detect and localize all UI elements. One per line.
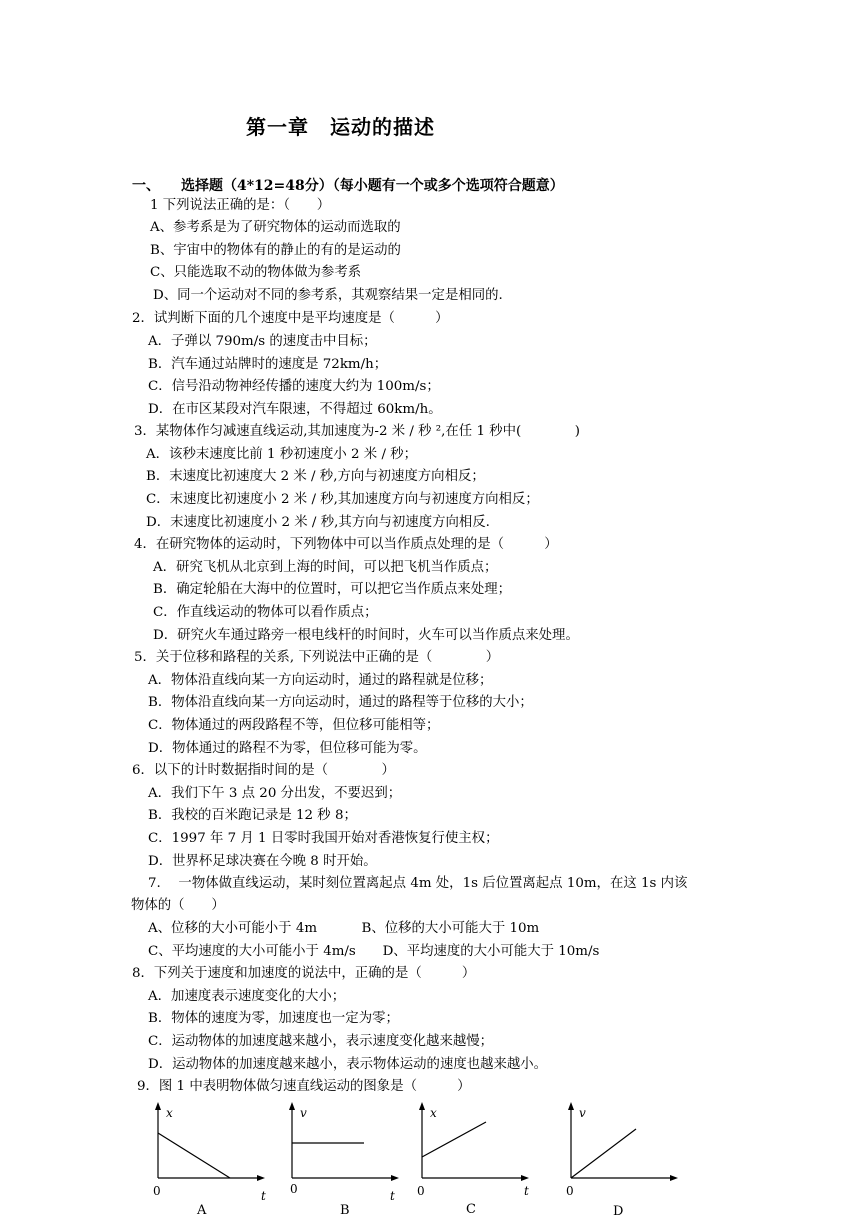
- q3-option-d: D．末速度比初速度小 2 米 / 秒,其方向与初速度方向相反.: [146, 515, 490, 530]
- graph-a-option-label: A: [197, 1203, 207, 1218]
- q2-stem: 2．试判断下面的几个速度中是平均速度是（ ）: [132, 311, 449, 326]
- q8-option-c: C．运动物体的加速度越来越小，表示速度变化越来越慢；: [148, 1034, 494, 1049]
- q5-option-d: D．物体通过的路程不为零，但位移可能为零。: [148, 741, 427, 756]
- graph-c-option-label: C: [466, 1202, 476, 1217]
- q6-option-d: D．世界杯足球决赛在今晚 8 时开始。: [148, 854, 377, 869]
- q2-option-d: D．在市区某段对汽车限速，不得超过 60km/h。: [148, 402, 442, 417]
- graph-c-origin: 0: [417, 1184, 425, 1198]
- graph-d-origin: 0: [566, 1184, 574, 1198]
- q5-stem: 5．关于位移和路程的关系, 下列说法中正确的是（ ）: [134, 650, 500, 665]
- q3-option-a: A．该秒末速度比前 1 秒初速度小 2 米 / 秒；: [146, 447, 418, 462]
- q3-option-b: B．末速度比初速度大 2 米 / 秒,方向与初速度方向相反；: [146, 469, 485, 484]
- q6-stem: 6．以下的计时数据指时间的是（ ）: [132, 763, 395, 778]
- graph-c-line: [422, 1122, 486, 1157]
- graph-a-line: [158, 1133, 230, 1178]
- graph-a-x-label: t: [261, 1189, 266, 1203]
- graph-a: [148, 1100, 278, 1216]
- q8-option-d: D．运动物体的加速度越来越小，表示物体运动的速度也越来越小。: [148, 1057, 548, 1072]
- graph-b: [282, 1100, 412, 1216]
- graph-c-x-label: t: [524, 1184, 529, 1198]
- q7-options-ab: A、位移的大小可能小于 4m B、位移的大小可能大于 10m: [148, 921, 540, 936]
- graph-d-y-label: v: [579, 1106, 586, 1120]
- q5-option-b: B．物体沿直线向某一方向运动时，通过的路程等于位移的大小；: [148, 695, 533, 710]
- q4-option-c: C．作直线运动的物体可以看作质点；: [153, 605, 378, 620]
- q1-option-d: D、同一个运动对不同的参考系，其观察结果一定是相同的.: [153, 288, 503, 303]
- graph-b-origin: 0: [290, 1182, 298, 1196]
- q2-option-b: B．汽车通过站牌时的速度是 72km/h；: [148, 357, 388, 372]
- graph-a-origin: 0: [153, 1184, 161, 1198]
- q1-option-c: C、只能选取不动的物体做为参考系: [150, 265, 362, 280]
- graph-b-option-label: B: [340, 1203, 350, 1218]
- q2-option-c: C．信号沿动物神经传播的速度大约为 100m/s；: [148, 379, 440, 394]
- section-heading: 一、 选择题（4*12=48分）（每小题有一个或多个选项符合题意）: [132, 178, 564, 194]
- q3-option-c: C．末速度比初速度小 2 米 / 秒,其加速度方向与初速度方向相反；: [146, 492, 539, 507]
- q1-option-a: A、参考系是为了研究物体的运动而选取的: [150, 220, 401, 235]
- q6-option-c: C．1997 年 7 月 1 日零时我国开始对香港恢复行使主权；: [148, 831, 499, 846]
- q1-stem: 1 下列说法正确的是：（ ）: [150, 198, 331, 213]
- q8-option-b: B．物体的速度为零，加速度也一定为零；: [148, 1011, 399, 1026]
- graph-d-option-label: D: [613, 1204, 624, 1219]
- q6-option-b: B．我校的百米跑记录是 12 秒 8；: [148, 808, 357, 823]
- q7-options-cd: C、平均速度的大小可能小于 4m/s D、平均速度的大小可能大于 10m/s: [148, 944, 600, 959]
- graph-c: [412, 1100, 542, 1216]
- q3-stem: 3．某物体作匀减速直线运动,其加速度为-2 米 / 秒 ²,在任 1 秒中( ): [134, 424, 581, 439]
- q4-option-d: D．研究火车通过路旁一根电线杆的时间时，火车可以当作质点来处理。: [153, 628, 579, 643]
- q7-stem-line1: 7. 一物体做直线运动，某时刻位置离起点 4m 处，1s 后位置离起点 10m，在这 1s 内该: [148, 876, 688, 891]
- q7-stem-line2: 物体的（ ）: [131, 898, 225, 913]
- q2-option-a: A．子弹以 790m/s 的速度击中目标；: [148, 334, 377, 349]
- graph-a-y-label: x: [166, 1106, 173, 1120]
- q5-option-a: A．物体沿直线向某一方向运动时，通过的路程就是位移；: [148, 673, 493, 688]
- q6-option-a: A．我们下午 3 点 20 分出发，不要迟到；: [148, 786, 402, 801]
- graph-d: [561, 1100, 691, 1219]
- chapter-title: 第一章 运动的描述: [246, 115, 435, 139]
- graph-c-y-label: x: [430, 1106, 437, 1120]
- graph-b-y-label: v: [300, 1106, 307, 1120]
- q8-stem: 8．下列关于速度和加速度的说法中，正确的是（ ）: [132, 966, 476, 981]
- q4-option-a: A．研究飞机从北京到上海的时间，可以把飞机当作质点；: [153, 560, 498, 575]
- q4-option-b: B．确定轮船在大海中的位置时，可以把它当作质点来处理；: [153, 582, 511, 597]
- q1-option-b: B、宇宙中的物体有的静止的有的是运动的: [150, 243, 401, 258]
- q9-stem: 9．图 1 中表明物体做匀速直线运动的图象是（ ）: [137, 1079, 471, 1094]
- q5-option-c: C．物体通过的两段路程不等，但位移可能相等；: [148, 718, 440, 733]
- q8-option-a: A．加速度表示速度变化的大小；: [148, 989, 346, 1004]
- graph-b-x-label: t: [390, 1189, 395, 1203]
- q4-stem: 4．在研究物体的运动时，下列物体中可以当作质点处理的是（ ）: [134, 537, 558, 552]
- graph-d-line: [571, 1129, 636, 1178]
